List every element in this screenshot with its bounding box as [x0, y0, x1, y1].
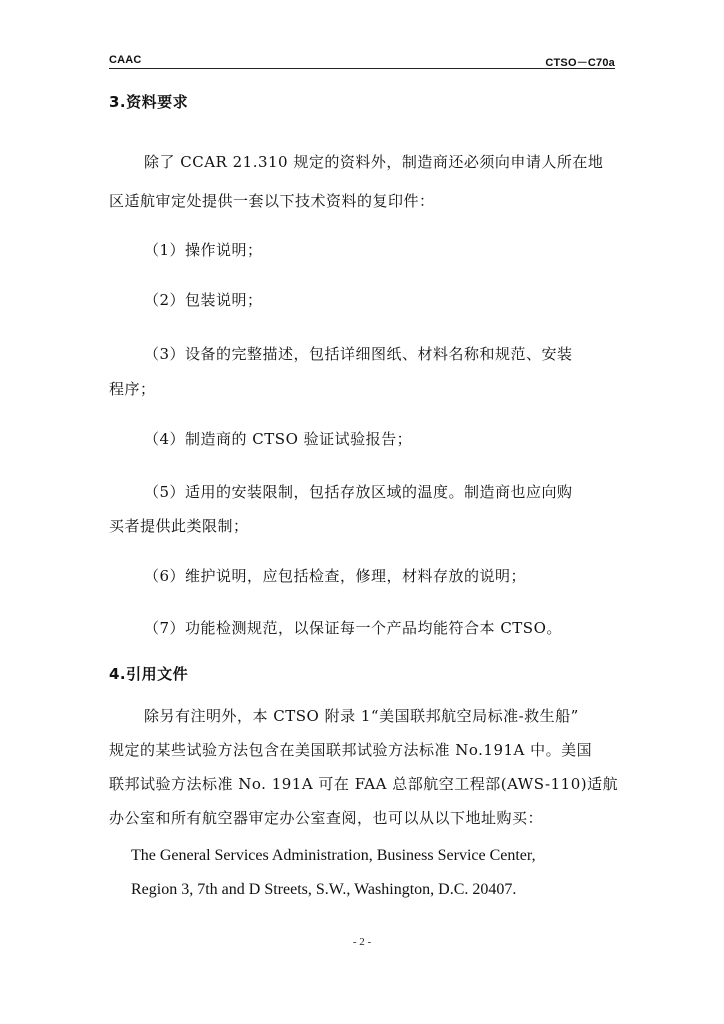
address-line-2: Region 3, 7th and D Streets, S.W., Washington, D.C. 20407. [131, 881, 517, 898]
section-4-para-line-3: 联邦试验方法标准 No. 191A 可在 FAA 总部航空工程部(AWS-110)适航 [109, 775, 619, 793]
section-3-intro-line-1: 除了 CCAR 21.310 规定的资料外，制造商还必须向申请人所在地 [144, 153, 604, 171]
list-item-3-line-2: 程序； [109, 380, 156, 398]
list-item-5-line-1: （5）适用的安装限制，包括存放区域的温度。制造商也应向购 [144, 483, 573, 501]
list-item-5-line-2: 买者提供此类限制； [109, 517, 249, 535]
section-4-para-line-4: 办公室和所有航空器审定办公室查阅，也可以从以下地址购买： [109, 809, 544, 827]
section-4-para-line-2: 规定的某些试验方法包含在美国联邦试验方法标准 No.191A 中。美国 [109, 741, 593, 759]
header-doc-code: CTSO－C70a [545, 57, 615, 69]
list-item-3-line-1: （3）设备的完整描述，包括详细图纸、材料名称和规范、安装 [144, 345, 573, 363]
header-org: CAAC [109, 54, 142, 66]
list-item-1: （1）操作说明； [144, 241, 263, 259]
section-4-heading: 4.引用文件 [109, 665, 189, 683]
page-number: - 2 - [352, 936, 372, 948]
list-item-2: （2）包装说明； [144, 291, 263, 309]
list-item-7: （7）功能检测规范，以保证每一个产品均能符合本 CTSO。 [144, 619, 562, 637]
section-4-para-line-1: 除另有注明外，本 CTSO 附录 1“美国联邦航空局标准-救生船” [144, 707, 579, 725]
section-3-heading: 3.资料要求 [109, 93, 189, 111]
section-3-intro-line-2: 区适航审定处提供一套以下技术资料的复印件： [109, 192, 435, 210]
list-item-4: （4）制造商的 CTSO 验证试验报告； [144, 430, 413, 448]
list-item-6: （6）维护说明，应包括检查，修理，材料存放的说明； [144, 567, 527, 585]
address-line-1: The General Services Administration, Business Service Center, [131, 847, 536, 864]
header-divider [109, 68, 615, 69]
